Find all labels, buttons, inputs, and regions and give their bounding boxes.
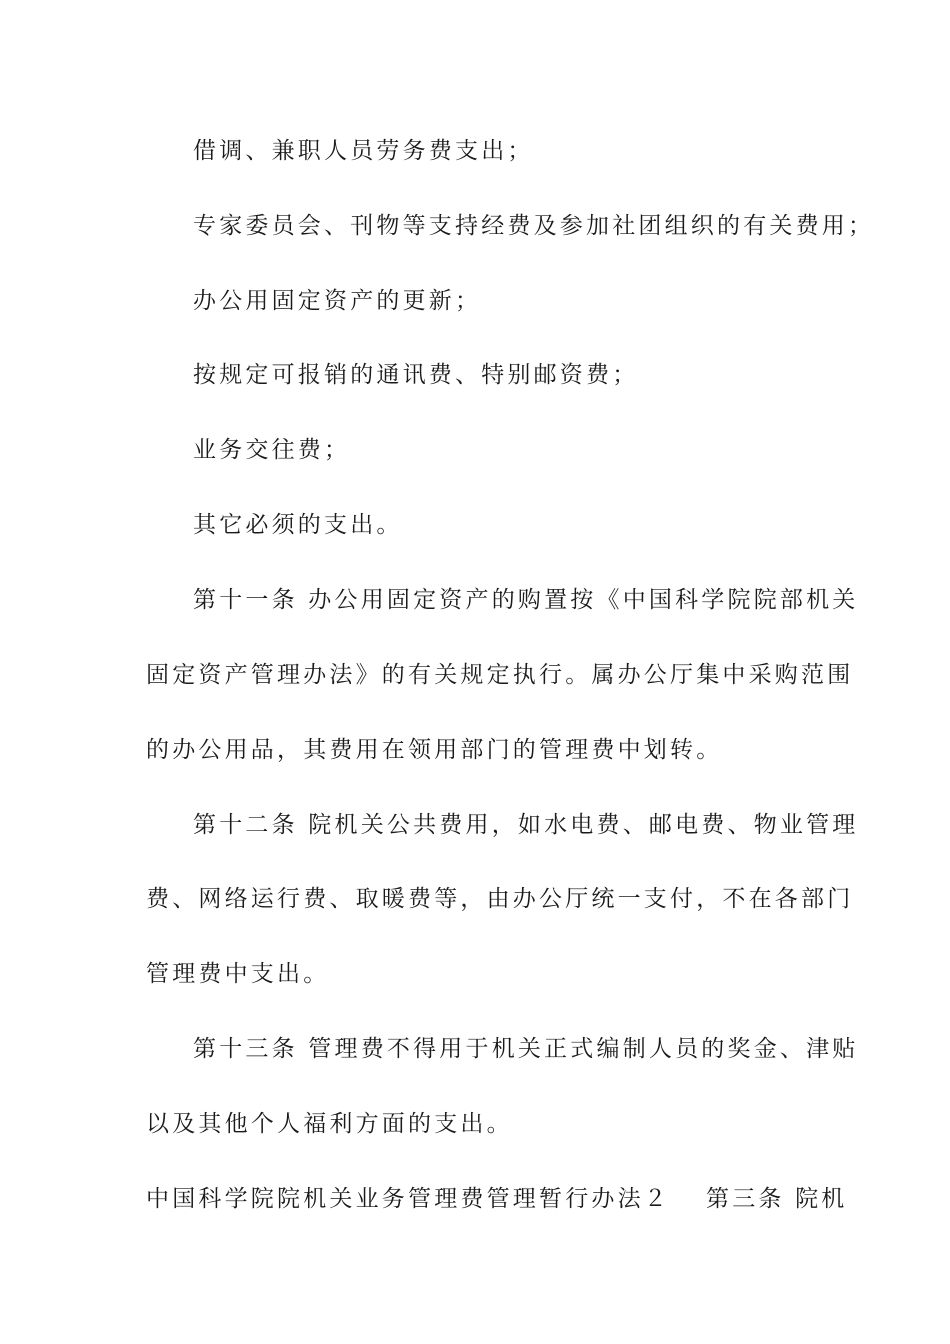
- article-13-line-2: 以及其他个人福利方面的支出。: [146, 1111, 513, 1137]
- footer-continuation: 第三条 院机: [706, 1186, 848, 1212]
- article-11-line-1: 第十一条 办公用固定资产的购置按《中国科学院院部机关: [193, 587, 859, 613]
- footer-line: [146, 1184, 848, 1214]
- footer-title: 中国科学院院机关业务管理费管理暂行办法２: [146, 1186, 670, 1212]
- paragraph-line: 借调、兼职人员劳务费支出；: [193, 138, 534, 164]
- paragraph-line: 按规定可报销的通讯费、特别邮资费；: [193, 362, 639, 388]
- paragraph-line: 办公用固定资产的更新；: [193, 288, 482, 314]
- article-12-line-2: 费、网络运行费、取暖费等，由办公厅统一支付，不在各部门: [146, 886, 854, 912]
- article-13-line-1: 第十三条 管理费不得用于机关正式编制人员的奖金、津贴: [193, 1036, 859, 1062]
- paragraph-line: 业务交往费；: [193, 437, 351, 463]
- article-11-line-3: 的办公用品，其费用在领用部门的管理费中划转。: [146, 737, 723, 763]
- article-11-line-2: 固定资产管理办法》的有关规定执行。属办公厅集中采购范围: [146, 662, 854, 688]
- paragraph-line: 其它必须的支出。: [193, 512, 403, 538]
- article-12-line-3: 管理费中支出。: [146, 961, 330, 987]
- paragraph-line: 专家委员会、刊物等支持经费及参加社团组织的有关费用；: [193, 213, 875, 239]
- article-12-line-1: 第十二条 院机关公共费用，如水电费、邮电费、物业管理: [193, 812, 859, 838]
